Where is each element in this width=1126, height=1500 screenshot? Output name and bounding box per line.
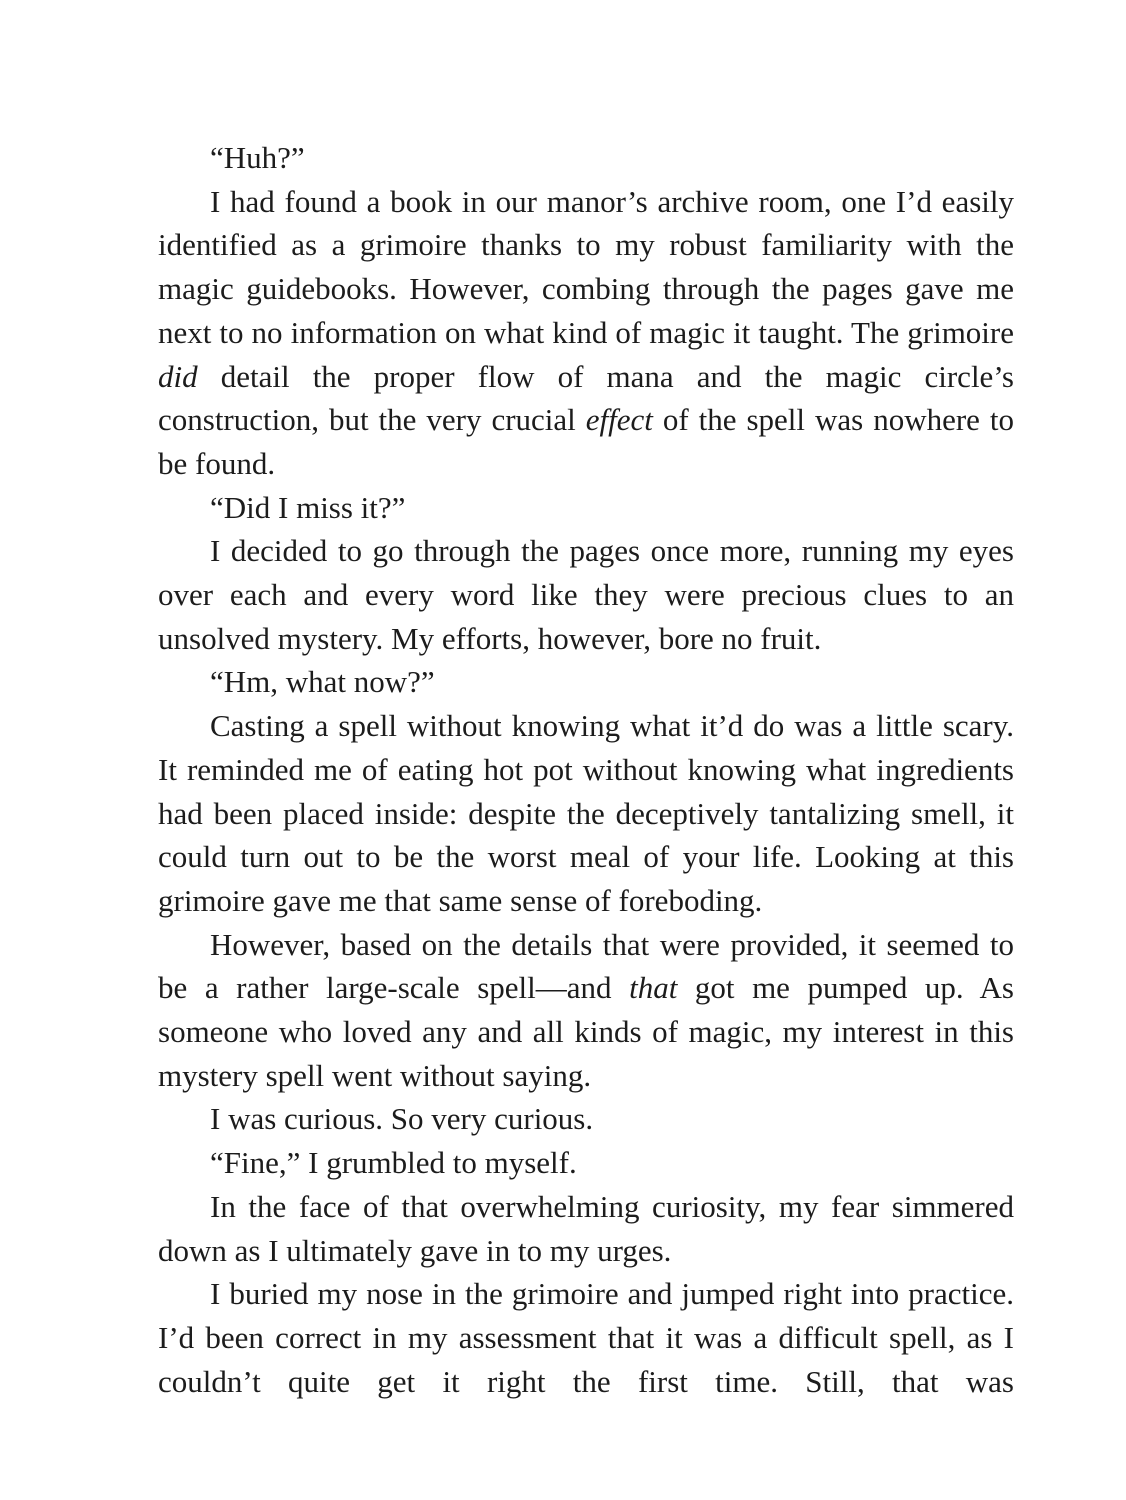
text-run: I decided to go through the pages once more, running my eyes over each and every word like they were precious clues to an unsolved mystery. My efforts, however, bore no fruit. (158, 533, 1014, 656)
paragraph (158, 529, 1014, 660)
emphasis-text: effect (585, 402, 653, 438)
text-run: detail the proper flow of mana and the magic circle’s construction, but the very crucial (158, 358, 1014, 438)
text-run: “Did I miss it?” (210, 489, 406, 525)
paragraph (158, 1141, 1014, 1185)
text-run: Casting a spell without knowing what it’d do was a little scary. It reminded me of eating hot pot without knowing what ingredients had been placed inside: despite the deceptively tantalizing smell, it could turn out to be the worst meal of your life. Looking at this grimoire gave me that same sense of foreboding. (158, 708, 1014, 918)
text-run: I had found a book in our manor’s archive room, one I’d easily identified as a grimoire thanks to my robust familiarity with the magic guidebooks. However, combing through the pages gave me next to no information on what kind of magic it taught. The grimoire (158, 183, 1014, 350)
paragraph (158, 1185, 1014, 1272)
text-run: of the spell was nowhere to be found. (158, 402, 1015, 481)
text-run: I buried my nose in the grimoire and jumped right into practice. I’d been correct in my assessment that it was a difficult spell, as I couldn’t quite get it right the first time. Still, that was (158, 1276, 1014, 1399)
paragraph (158, 1272, 1014, 1403)
paragraph (158, 923, 1014, 1098)
emphasis-text: did (158, 358, 198, 394)
text-run: However, based on the details that were provided, it seemed to be a rather large-scale spell—and (158, 926, 1014, 1006)
emphasis-text: that (629, 970, 678, 1006)
paragraph (158, 1097, 1014, 1141)
paragraph (158, 660, 1014, 704)
text-run: In the face of that overwhelming curiosity, my fear simmered down as I ultimately gave in to my urges. (158, 1188, 1014, 1268)
text-run: “Hm, what now?” (210, 664, 435, 700)
text-run: “Fine,” I grumbled to myself. (210, 1145, 577, 1181)
text-run: I was curious. So very curious. (210, 1101, 594, 1137)
paragraph (158, 136, 1014, 180)
paragraph (158, 486, 1014, 530)
paragraph (158, 704, 1014, 923)
text-run: got me pumped up. As someone who loved any and all kinds of magic, my interest in this mystery spell went without saying. (158, 970, 1014, 1093)
paragraph (158, 180, 1014, 486)
page-body (158, 136, 1014, 1403)
text-run: “Huh?” (210, 140, 305, 175)
